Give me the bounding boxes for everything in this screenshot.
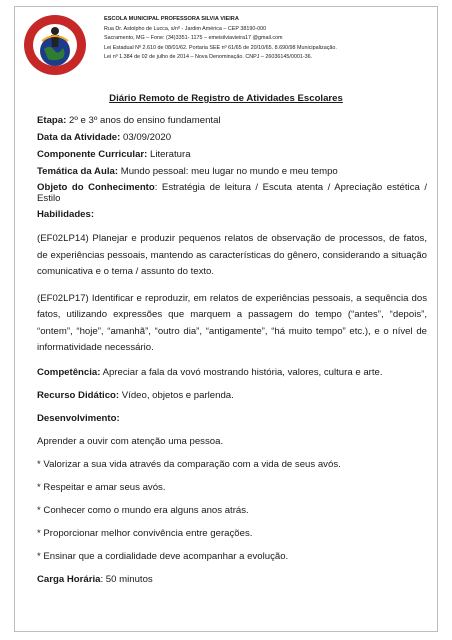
list-item: * Respeitar e amar seus avós. bbox=[37, 481, 166, 493]
etapa-value: 2º e 3º anos do ensino fundamental bbox=[66, 115, 221, 126]
carga-label: Carga Horária bbox=[37, 573, 101, 585]
componente-label: Componente Curricular: bbox=[37, 149, 148, 160]
desenvolvimento-intro: Aprender a ouvir com atenção uma pessoa. bbox=[37, 435, 224, 447]
habilidade-paragraph-2: (EF02LP17) Identificar e reproduzir, em relatos de experiências pessoais, a sequência dos fatos, utilizando expressões que marquem a passagem do tempo (“antes”, “depois”, “ontem”, “hoje”, “amanhã”, “outro dia”, “antigamente”, “há muito tempo” etc.), e o nível de informatividade necessário. bbox=[37, 292, 427, 353]
competencia-value: Apreciar a fala da vovó mostrando história, valores, cultura e arte. bbox=[100, 366, 383, 378]
objeto-label: Objeto do Conhecimento bbox=[37, 182, 155, 193]
document-body bbox=[37, 114, 427, 586]
list-item: * Conhecer como o mundo era alguns anos atrás. bbox=[37, 504, 249, 516]
tematica-value: Mundo pessoal: meu lugar no mundo e meu tempo bbox=[118, 166, 338, 177]
list-item: * Proporcionar melhor convivência entre gerações. bbox=[37, 527, 253, 539]
field-tematica bbox=[37, 165, 427, 178]
habilidade-paragraph-1: (EF02LP14) Planejar e produzir pequenos relatos de observação de processos, de fatos, de experiências pessoais, mantendo as características do gênero, considerando a situação comunicativa e o tema / assunto do texto. bbox=[37, 233, 427, 277]
objeto-value: : Estratégia de leitura / Escuta atenta / Apreciação estética / Estilo bbox=[37, 182, 427, 204]
field-objeto bbox=[37, 182, 427, 204]
school-name: ESCOLA MUNICIPAL PROFESSORA SILVIA VIEIRA bbox=[104, 16, 239, 22]
data-value: 03/09/2020 bbox=[120, 132, 172, 143]
field-habilidades bbox=[37, 208, 427, 221]
field-recurso bbox=[37, 389, 427, 402]
data-label: Data da Atividade: bbox=[37, 132, 121, 143]
etapa-label: Etapa: bbox=[37, 115, 67, 126]
componente-value: Literatura bbox=[147, 149, 191, 160]
tematica-label: Temática da Aula: bbox=[37, 166, 119, 177]
school-law-2: Lei nº 1.384 de 02 de julho de 2014 – Nova Denominação. CNPJ – 26036145/0001-36. bbox=[104, 54, 313, 61]
recurso-value: Vídeo, objetos e parlenda. bbox=[119, 389, 234, 401]
school-address: Rua Dr. Astolpho de Lucca, s/nº - Jardim América – CEP 38190-000 bbox=[104, 25, 267, 32]
desenvolvimento-label: Desenvolvimento: bbox=[37, 412, 120, 424]
habilidades-label: Habilidades: bbox=[37, 209, 95, 220]
field-etapa bbox=[37, 114, 427, 127]
document-title: Diário Remoto de Registro de Atividades Escolares bbox=[109, 93, 343, 104]
school-header bbox=[104, 15, 434, 63]
field-carga bbox=[37, 573, 427, 586]
field-desenvolvimento bbox=[37, 412, 427, 425]
carga-value: : 50 minutos bbox=[100, 573, 153, 585]
recurso-label: Recurso Didático: bbox=[37, 389, 120, 401]
list-item: * Valorizar a sua vida através da comparação com a vida de seus avós. bbox=[37, 458, 341, 470]
school-logo-icon bbox=[22, 13, 88, 77]
school-law-1: Lei Estadual Nº 2.610 de 08/01/62. Portaria SEE nº 61/65 de 20/10/65. 8.690/98 Municipalização. bbox=[104, 44, 337, 51]
school-contact: Sacramento, MG – Fone: (34)3351- 1175 – emeisilviavieira17 @gmail.com bbox=[104, 35, 283, 42]
field-componente bbox=[37, 148, 427, 161]
list-item: * Ensinar que a cordialidade deve acompanhar a evolução. bbox=[37, 550, 289, 562]
field-data bbox=[37, 131, 427, 144]
field-competencia bbox=[37, 366, 427, 379]
competencia-label: Competência: bbox=[37, 366, 101, 378]
